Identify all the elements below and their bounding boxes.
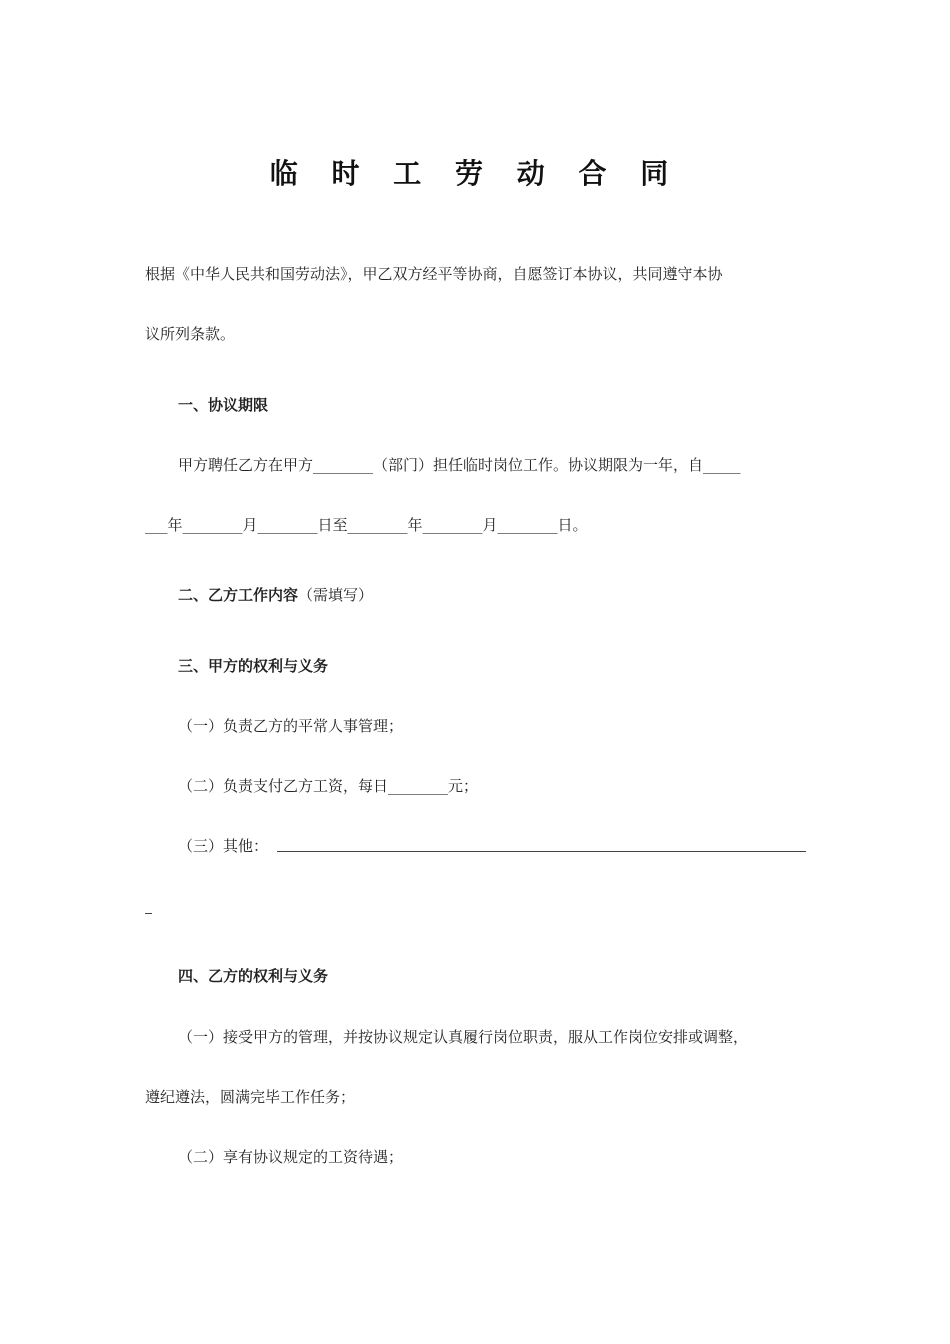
- other-fill-in-line: [277, 851, 806, 852]
- document-title: 临 时 工 劳 动 合 同: [269, 157, 681, 190]
- section1-line-1: 甲方聘任乙方在甲方________（部门）担任临时岗位工作。协议期限为一年，自_____: [178, 456, 741, 474]
- section2-heading: 二、乙方工作内容: [178, 586, 299, 604]
- section4-item-2: （二）享有协议规定的工资待遇；: [178, 1148, 404, 1166]
- section3-item-1: （一）负责乙方的平常人事管理；: [178, 717, 404, 735]
- section4-item-1-line-1: （一）接受甲方的管理，并按协议规定认真履行岗位职责，服从工作岗位安排或调整，: [178, 1028, 749, 1046]
- intro-line-2: 议所列条款。: [145, 325, 236, 343]
- section3-heading: 三、甲方的权利与义务: [178, 657, 329, 675]
- section4-heading: 四、乙方的权利与义务: [178, 967, 329, 985]
- section3-item-2: （二）负责支付乙方工资，每日________元；: [178, 777, 479, 795]
- section4-item-1-line-2: 遵纪遵法，圆满完毕工作任务；: [145, 1088, 356, 1106]
- section3-item-3-label: （三）其他：: [178, 837, 269, 855]
- intro-line-1: 根据《中华人民共和国劳动法》，甲乙双方经平等协商，自愿签订本协议，共同遵守本协: [145, 265, 723, 283]
- section2-heading-row: [178, 585, 373, 605]
- section2-note: （需填写）: [298, 586, 374, 604]
- continuation-fill-in-line: [145, 913, 152, 914]
- section1-heading: 一、协议期限: [178, 396, 269, 414]
- section1-line-2: ___年________月________日至________年________月________日。: [145, 516, 588, 534]
